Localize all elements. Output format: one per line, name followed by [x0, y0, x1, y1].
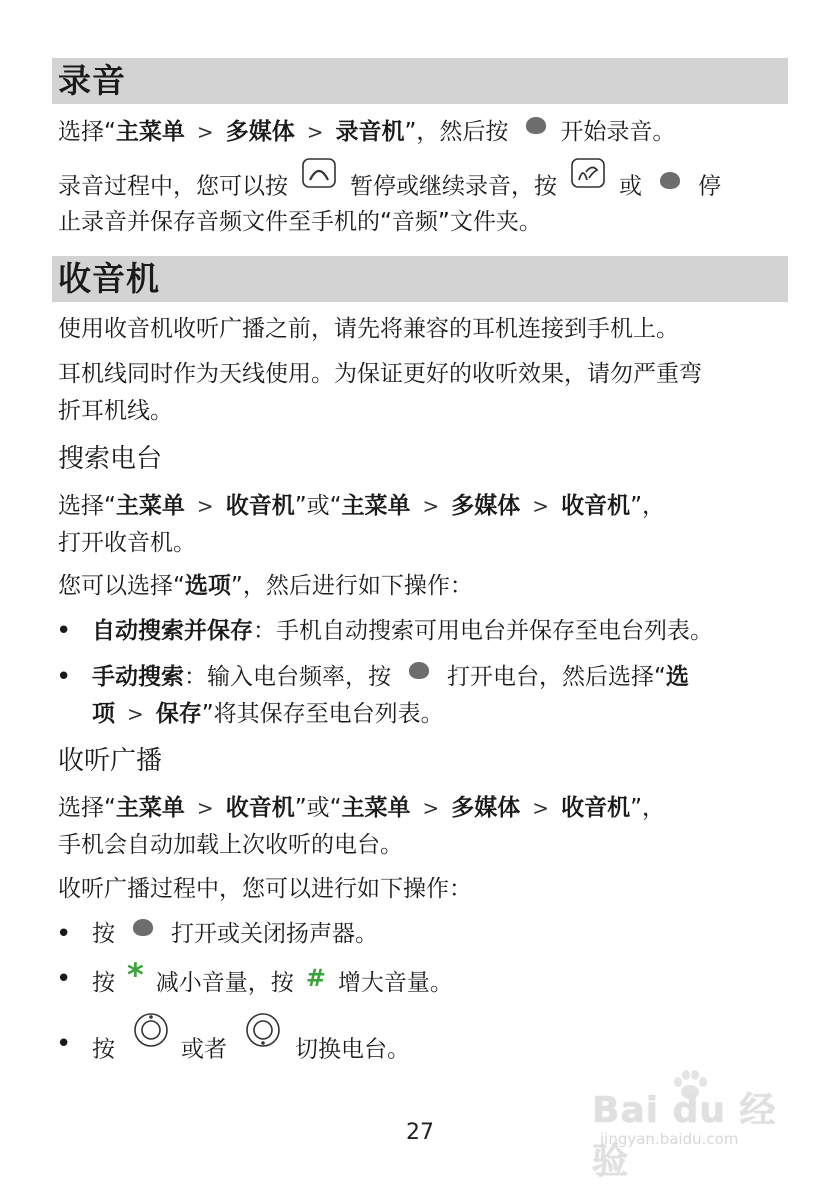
star-key-icon: * — [127, 956, 144, 994]
bullet-marker: • — [56, 662, 72, 692]
call-key-icon — [409, 662, 429, 679]
bullet-marker: • — [56, 919, 72, 949]
search-bullet-manual-cont: 项 > 保存”将其保存至电台列表。 — [92, 701, 444, 727]
section-title-radio: 收音机 — [52, 256, 788, 302]
menu-item: 多媒体 — [225, 119, 295, 145]
bullet-marker: • — [56, 964, 72, 994]
end-key-icon — [571, 158, 605, 200]
radio-paragraph-2: 耳机线同时作为天线使用。为保证更好的收听效果，请勿严重弯 — [58, 361, 702, 387]
listen-bullet-switch: 按 或者 切换电台。 — [92, 1026, 410, 1074]
bullet-marker: • — [56, 1029, 72, 1059]
search-bullet-manual: 手动搜索：输入电台频率，按 打开电台，然后选择“选 — [92, 664, 689, 690]
nav-key-down-icon — [245, 1012, 281, 1060]
search-paragraph-3: 您可以选择“选项”，然后进行如下操作： — [58, 573, 473, 599]
recording-paragraph-2: 录音过程中，您可以按 暂停或继续录音，按 或 停 — [58, 166, 786, 208]
menu-item: 主菜单 — [115, 119, 185, 145]
subsection-title-search: 搜索电台 — [58, 444, 163, 474]
listen-bullet-speaker: 按 打开或关闭扬声器。 — [92, 921, 378, 947]
listen-paragraph-3: 收听广播过程中，您可以进行如下操作： — [58, 876, 472, 902]
left-softkey-icon — [302, 158, 336, 200]
section-title-recording: 录音 — [52, 58, 788, 104]
watermark-logo: Bai du 经验 — [592, 1090, 777, 1182]
radio-paragraph-1: 使用收音机收听广播之前，请先将兼容的耳机连接到手机上。 — [58, 316, 679, 342]
listen-paragraph-1: 选择“主菜单 > 收音机”或“主菜单 > 多媒体 > 收音机”， — [58, 795, 665, 821]
listen-paragraph-2: 手机会自动加载上次收听的电台。 — [58, 832, 403, 858]
call-key-icon — [133, 919, 153, 936]
bullet-marker: • — [56, 616, 72, 646]
subsection-title-listen: 收听广播 — [58, 746, 163, 776]
call-key-icon — [526, 117, 546, 134]
search-paragraph-1: 选择“主菜单 > 收音机”或“主菜单 > 多媒体 > 收音机”， — [58, 493, 665, 519]
recording-paragraph-1: 选择“主菜单 > 多媒体 > 录音机”，然后按 开始录音。 — [58, 119, 676, 145]
search-paragraph-2: 打开收音机。 — [58, 530, 196, 556]
menu-item: 录音机 — [335, 119, 405, 145]
radio-paragraph-3: 折耳机线。 — [58, 398, 173, 424]
call-key-icon — [660, 172, 680, 189]
search-bullet-auto: 自动搜索并保存：手机自动搜索可用电台并保存至电台列表。 — [92, 618, 713, 644]
listen-bullet-volume: 按 * 减小音量，按 # 增大音量。 — [92, 956, 453, 996]
watermark-url: jingyan.baidu.com — [600, 1130, 739, 1148]
nav-key-up-icon — [133, 1012, 169, 1060]
recording-paragraph-3: 止录音并保存音频文件至手机的“音频”文件夹。 — [58, 209, 542, 235]
hash-key-icon: # — [305, 964, 326, 992]
page-number: 27 — [406, 1120, 434, 1145]
watermark — [592, 1068, 792, 1182]
